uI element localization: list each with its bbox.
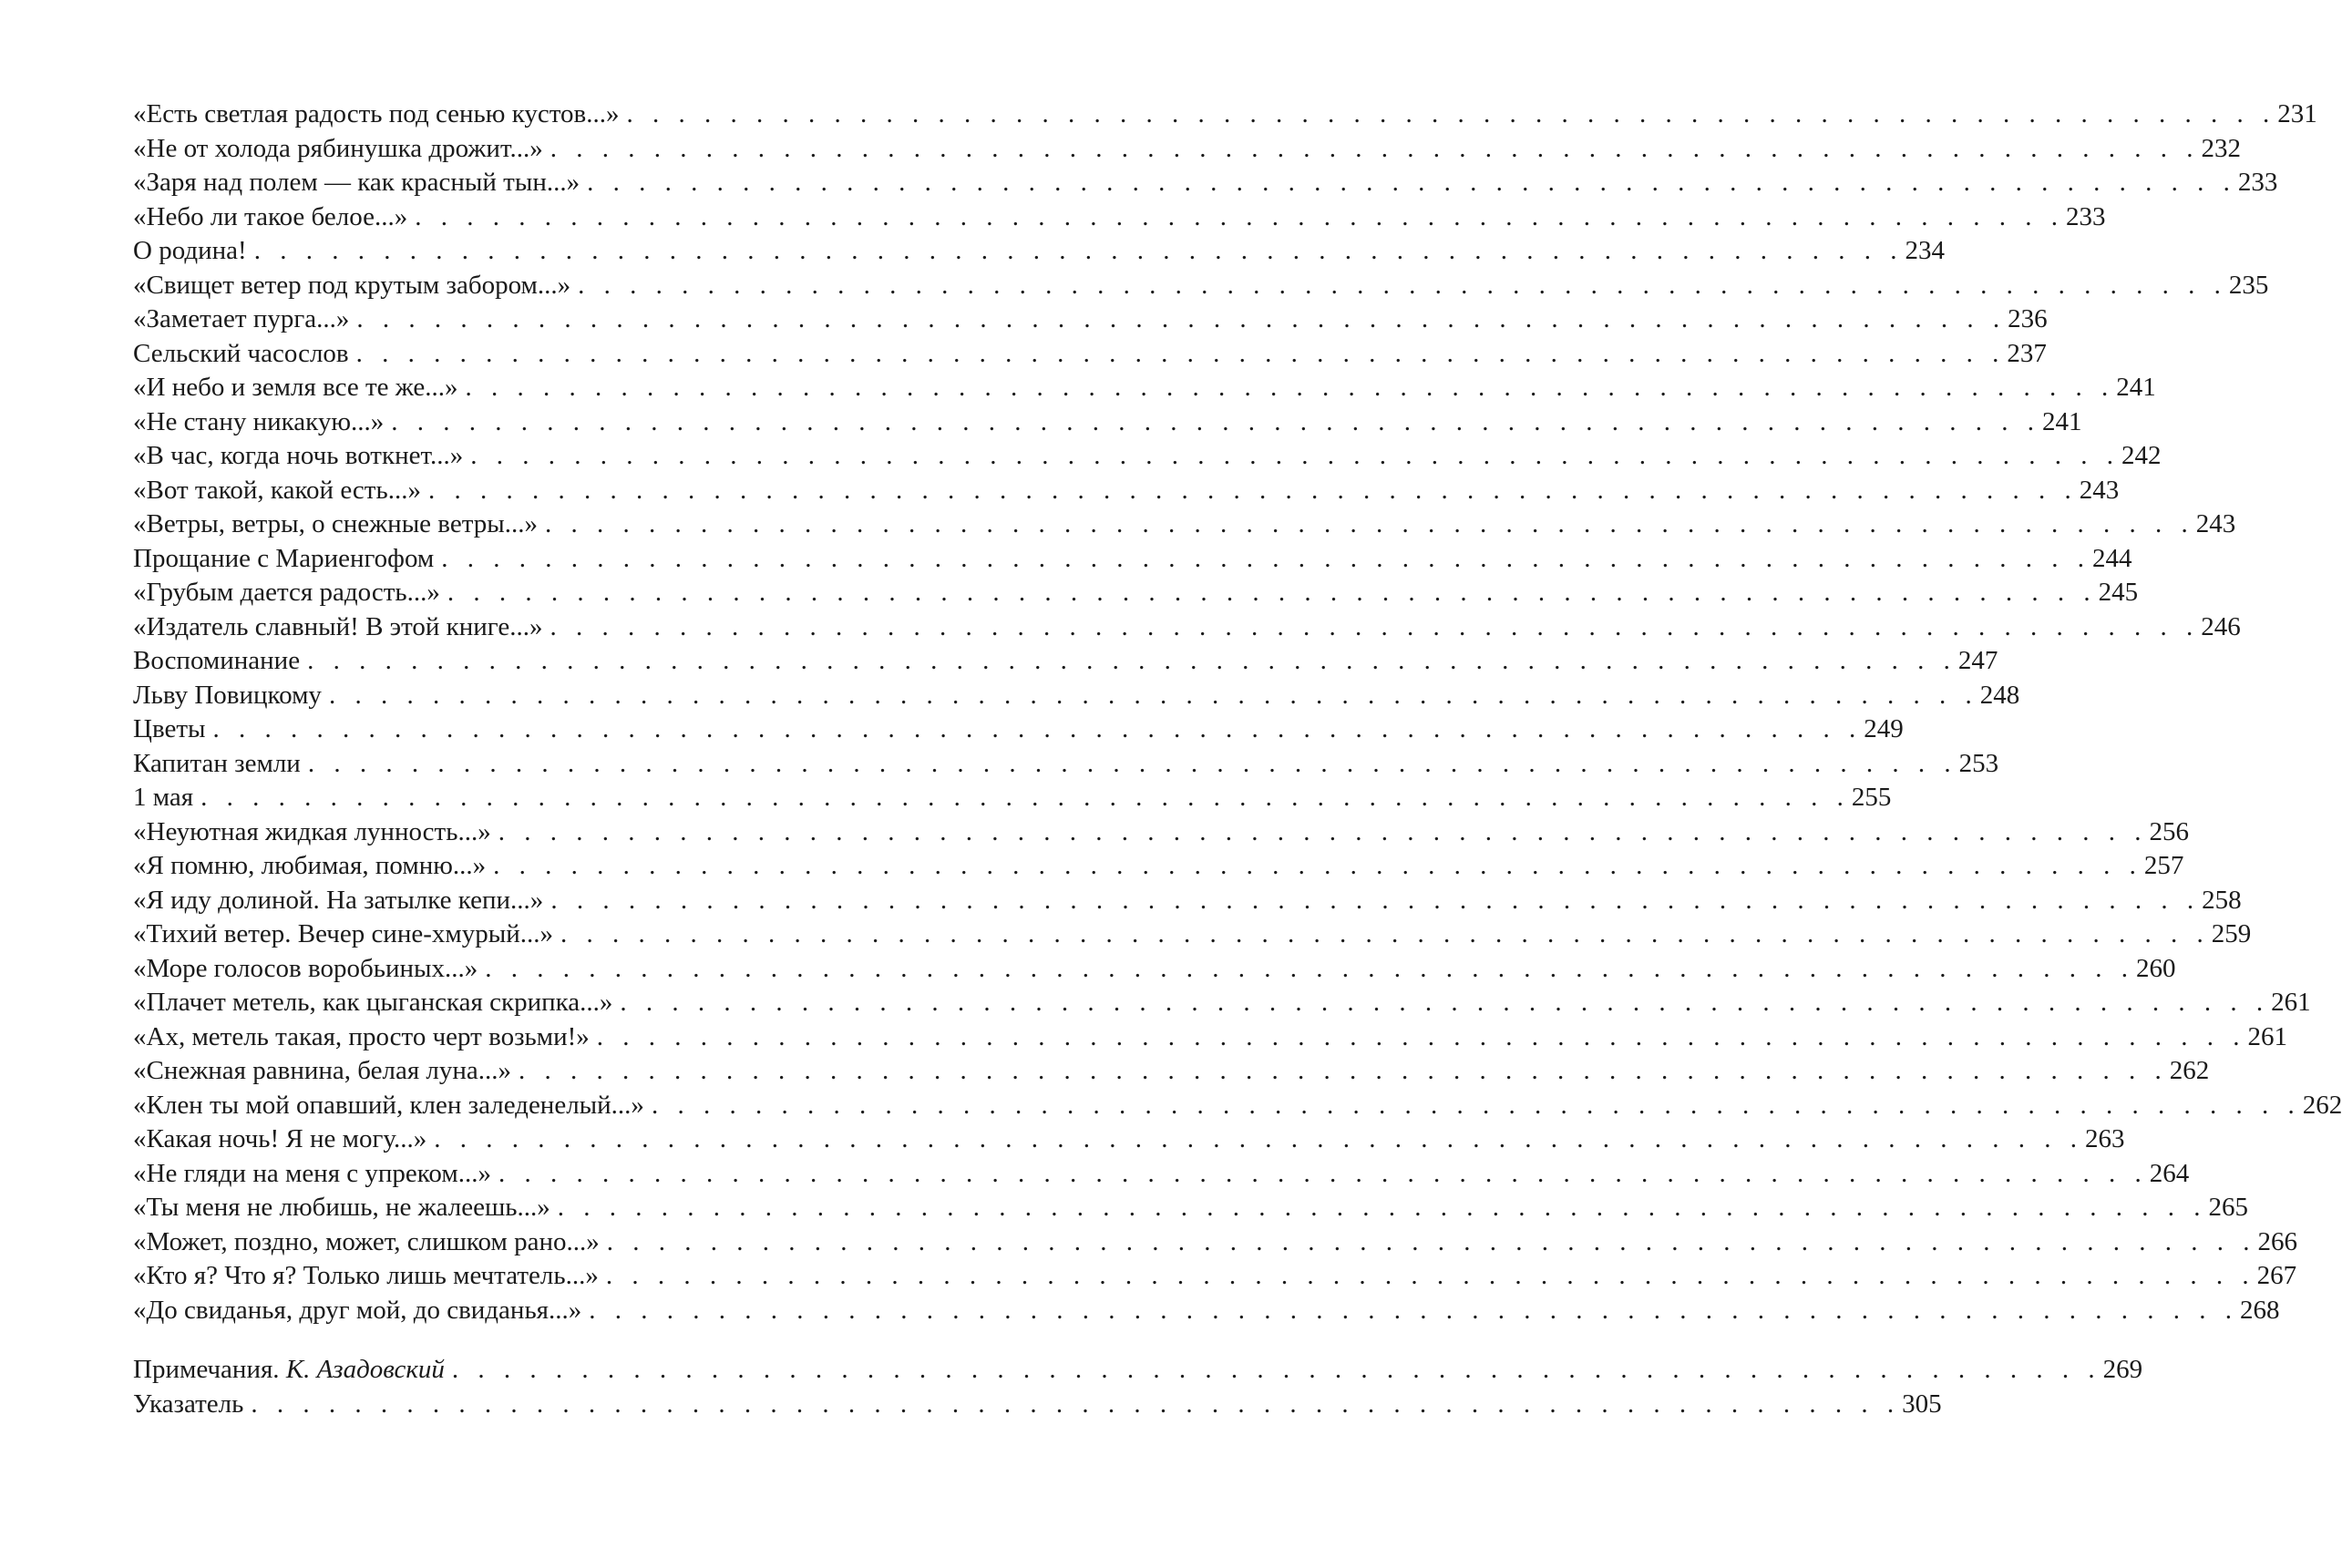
toc-entry-title-text: Воспоминание xyxy=(133,646,301,675)
dot-leader: . . . . . . . . . . . . . . . . . . . . . . . . . . . . . . . . . . . . . . . . . . . . . . . . . . . . . . . . . . . . . . . . xyxy=(356,304,2007,333)
dot-leader: . . . . . . . . . . . . . . . . . . . . . . . . . . . . . . . . . . . . . . . . . . . . . . . . . . . . . . . . . . . . . . . . xyxy=(415,201,2064,231)
dot-leader: . . . . . . . . . . . . . . . . . . . . . . . . . . . . . . . . . . . . . . . . . . . . . . . . . . . . . . . . . . . . . . . . xyxy=(441,543,2091,573)
toc-entry-title xyxy=(133,542,441,577)
toc-entry-page-number: 237 xyxy=(2007,338,2047,368)
toc-entry-title xyxy=(133,576,447,610)
toc-entry-title xyxy=(133,1388,251,1422)
dot-leader: . . . . . . . . . . . . . . . . . . . . . . . . . . . . . . . . . . . . . . . . . . . . . . . . . . . . . . . . . . . . . . . . xyxy=(605,1261,2255,1290)
dot-leader: . . . . . . . . . . . . . . . . . . . . . . . . . . . . . . . . . . . . . . . . . . . . . . . . . . . . . . . . . . . . . . . . xyxy=(651,1090,2301,1120)
toc-entry-title xyxy=(133,269,578,303)
dot-leader: . . . . . . . . . . . . . . . . . . . . . . . . . . . . . . . . . . . . . . . . . . . . . . . . . . . . . . . . . . . . . . . . xyxy=(544,509,2194,538)
toc-entry-page-number: 269 xyxy=(2102,1355,2143,1384)
toc-entry-page-number: 261 xyxy=(2271,988,2311,1017)
dot-leader: . . . . . . . . . . . . . . . . . . . . . . . . . . . . . . . . . . . . . . . . . . . . . . . . . . . . . . . . . . . . . . . . xyxy=(391,406,2041,436)
toc-entry-title-text: «Не от холода рябинушка дрожит...» xyxy=(133,133,543,163)
toc-entry-page-number: 236 xyxy=(2008,304,2048,333)
toc-entry-page-number: 248 xyxy=(1979,680,2020,710)
toc-entry-title xyxy=(133,1157,498,1192)
dot-leader: . . . . . . . . . . . . . . . . . . . . . . . . . . . . . . . . . . . . . . . . . . . . . . . . . . . . . . . . . . . . . . . . xyxy=(596,1021,2246,1051)
toc-entry-page-number: 249 xyxy=(1864,714,1904,743)
toc-entry-title xyxy=(133,884,550,918)
toc-entry-title-text: «Тихий ветер. Вечер сине-хмурый...» xyxy=(133,919,553,948)
toc-entry xyxy=(133,849,2184,884)
toc-entry xyxy=(133,952,2176,987)
toc-entry-title-text: 1 мая xyxy=(133,783,194,812)
toc-entry-page-number: 242 xyxy=(2121,441,2162,470)
toc-entry-title-text: Цветы xyxy=(133,714,206,743)
toc-entry-author: К. Азадовский xyxy=(285,1355,445,1384)
toc-entry xyxy=(133,679,2020,713)
toc-entry xyxy=(133,644,1998,679)
toc-entry-title xyxy=(133,166,587,200)
toc-entry-page-number: 232 xyxy=(2201,133,2241,163)
toc-entry-title xyxy=(133,781,200,815)
toc-entry-page-number: 259 xyxy=(2211,919,2252,948)
toc-entry-title-text: «Не гляди на меня с упреком...» xyxy=(133,1158,491,1188)
toc-entry-title xyxy=(133,1020,597,1055)
toc-entry-title xyxy=(133,986,620,1020)
dot-leader: . . . . . . . . . . . . . . . . . . . . . . . . . . . . . . . . . . . . . . . . . . . . . . . . . . . . . . . . . . . . . . . . xyxy=(307,748,1957,778)
toc-entry-title-text: «Может, поздно, может, слишком рано...» xyxy=(133,1226,600,1256)
dot-leader: . . . . . . . . . . . . . . . . . . . . . . . . . . . . . . . . . . . . . . . . . . . . . . . . . . . . . . . . . . . . . . . . xyxy=(498,816,2148,846)
toc-entry-page-number: 264 xyxy=(2149,1158,2190,1188)
toc-entry xyxy=(133,371,2156,405)
toc-entry-title xyxy=(133,610,550,645)
dot-leader: . . . . . . . . . . . . . . . . . . . . . . . . . . . . . . . . . . . . . . . . . . . . . . . . . . . . . . . . . . . . . . . . xyxy=(587,168,2236,197)
toc-entry xyxy=(133,269,2269,303)
dot-leader: . . . . . . . . . . . . . . . . . . . . . . . . . . . . . . . . . . . . . . . . . . . . . . . . . . . . . . . . . . . . . . . . xyxy=(493,851,2142,880)
toc-entry-title-text: Сельский часослов xyxy=(133,338,349,368)
toc-entry xyxy=(133,1259,2297,1294)
toc-entry xyxy=(133,1157,2190,1192)
toc-entry-title-text: «Плачет метель, как цыганская скрипка...» xyxy=(133,988,613,1017)
toc-entry-title xyxy=(133,439,470,474)
toc-entry-title-text: «В час, когда ночь воткнет...» xyxy=(133,441,464,470)
toc-entry-title xyxy=(133,474,428,508)
toc-entry-page-number: 266 xyxy=(2257,1226,2297,1256)
toc-entry xyxy=(133,1388,1942,1422)
toc-entry xyxy=(133,439,2162,474)
dot-leader: . . . . . . . . . . . . . . . . . . . . . . . . . . . . . . . . . . . . . . . . . . . . . . . . . . . . . . . . . . . . . . . . xyxy=(328,680,1978,710)
toc-entry-title xyxy=(133,507,545,542)
toc-entry-page-number: 234 xyxy=(1905,236,1945,265)
toc-entry xyxy=(133,474,2120,508)
toc-entry-page-number: 243 xyxy=(2079,475,2120,505)
toc-entry-page-number: 267 xyxy=(2256,1261,2297,1290)
dot-leader: . . . . . . . . . . . . . . . . . . . . . . . . . . . . . . . . . . . . . . . . . . . . . . . . . . . . . . . . . . . . . . . . xyxy=(200,783,1850,812)
dot-leader: . . . . . . . . . . . . . . . . . . . . . . . . . . . . . . . . . . . . . . . . . . . . . . . . . . . . . . . . . . . . . . . . xyxy=(212,714,1863,743)
toc-entry-page-number: 231 xyxy=(2277,99,2317,128)
toc-entry-title-text: Капитан земли xyxy=(133,748,301,778)
toc-entry-page-number: 255 xyxy=(1851,783,1892,812)
back-matter-contents xyxy=(133,1353,2143,1421)
toc-entry-title-text: «Ветры, ветры, о снежные ветры...» xyxy=(133,509,538,538)
dot-leader: . . . . . . . . . . . . . . . . . . . . . . . . . . . . . . . . . . . . . . . . . . . . . . . . . . . . . . . . . . . . . . . . xyxy=(355,338,2006,368)
toc-entry-title xyxy=(133,679,329,713)
toc-entry xyxy=(133,1225,2297,1260)
toc-entry-title-text: Прощание с Мариенгофом xyxy=(133,543,435,573)
toc-entry-page-number: 247 xyxy=(1957,646,1998,675)
toc-entry-title xyxy=(133,1054,519,1089)
dot-leader: . . . . . . . . . . . . . . . . . . . . . . . . . . . . . . . . . . . . . . . . . . . . . . . . . . . . . . . . . . . . . . . . xyxy=(589,1295,2239,1325)
toc-entry-title-text: «Я помню, любимая, помню...» xyxy=(133,851,487,880)
dot-leader: . . . . . . . . . . . . . . . . . . . . . . . . . . . . . . . . . . . . . . . . . . . . . . . . . . . . . . . . . . . . . . . . xyxy=(253,236,1904,265)
toc-entry xyxy=(133,917,2252,952)
toc-entry xyxy=(133,747,1999,782)
toc-entry-title-text: «Море голосов воробьиных...» xyxy=(133,953,478,983)
toc-entry-page-number: 241 xyxy=(2042,406,2082,436)
toc-entry-title-text: «Я иду долиной. На затылке кепи...» xyxy=(133,885,544,915)
dot-leader: . . . . . . . . . . . . . . . . . . . . . . . . . . . . . . . . . . . . . . . . . . . . . . . . . . . . . . . . . . . . . . . . xyxy=(620,988,2270,1017)
toc-entry xyxy=(133,302,2048,337)
toc-entry-title xyxy=(133,952,485,987)
toc-entry-title xyxy=(133,849,493,884)
toc-entry-title xyxy=(133,132,550,167)
toc-entry-title xyxy=(133,1259,606,1294)
toc-entry-page-number: 233 xyxy=(2237,168,2278,197)
toc-entry-page-number: 262 xyxy=(2302,1090,2342,1120)
toc-entry xyxy=(133,1353,2143,1388)
toc-entry-page-number: 268 xyxy=(2240,1295,2280,1325)
toc-entry-page-number: 241 xyxy=(2116,373,2156,402)
toc-entry-title-text: «И небо и земля все те же...» xyxy=(133,373,458,402)
toc-entry xyxy=(133,234,1945,269)
toc-entry xyxy=(133,337,2047,372)
toc-entry xyxy=(133,507,2236,542)
toc-entry-title-text: «Вот такой, какой есть...» xyxy=(133,475,421,505)
toc-entry-title xyxy=(133,97,626,132)
toc-entry xyxy=(133,542,2132,577)
dot-leader: . . . . . . . . . . . . . . . . . . . . . . . . . . . . . . . . . . . . . . . . . . . . . . . . . . . . . . . . . . . . . . . . xyxy=(550,611,2200,641)
toc-entry xyxy=(133,610,2241,645)
toc-entry xyxy=(133,405,2082,440)
dot-leader: . . . . . . . . . . . . . . . . . . . . . . . . . . . . . . . . . . . . . . . . . . . . . . . . . . . . . . . . . . . . . . . . xyxy=(498,1158,2148,1188)
toc-entry-page-number: 305 xyxy=(1902,1389,1942,1419)
toc-entry xyxy=(133,97,2317,132)
toc-entry xyxy=(133,1054,2210,1089)
toc-entry xyxy=(133,1089,2342,1123)
toc-entry-title xyxy=(133,371,466,405)
toc-entry-page-number: 263 xyxy=(2085,1124,2125,1153)
toc-entry-title-text: Льву Повицкому xyxy=(133,680,322,710)
dot-leader: . . . . . . . . . . . . . . . . . . . . . . . . . . . . . . . . . . . . . . . . . . . . . . . . . . . . . . . . . . . . . . . . xyxy=(550,885,2201,915)
toc-entry xyxy=(133,884,2242,918)
toc-entry xyxy=(133,132,2241,167)
toc-entry xyxy=(133,815,2189,850)
toc-entry xyxy=(133,576,2139,610)
toc-entry-title-text: «До свиданья, друг мой, до свиданья...» xyxy=(133,1295,582,1325)
toc-entry-page-number: 253 xyxy=(1958,748,1999,778)
toc-entry-title xyxy=(133,337,356,372)
toc-entry-page-number: 235 xyxy=(2228,270,2269,300)
dot-leader: . . . . . . . . . . . . . . . . . . . . . . . . . . . . . . . . . . . . . . . . . . . . . . . . . . . . . . . . . . . . . . . . xyxy=(451,1355,2101,1384)
toc-entry-title xyxy=(133,1191,558,1225)
toc-entry-page-number: 265 xyxy=(2208,1193,2249,1222)
toc-entry-page-number: 233 xyxy=(2066,201,2106,231)
dot-leader: . . . . . . . . . . . . . . . . . . . . . . . . . . . . . . . . . . . . . . . . . . . . . . . . . . . . . . . . . . . . . . . . xyxy=(485,953,2134,983)
toc-entry-title-text: «Грубым дается радость...» xyxy=(133,578,440,607)
toc-entry-title-text: «Не стану никакую...» xyxy=(133,406,385,436)
dot-leader: . . . . . . . . . . . . . . . . . . . . . . . . . . . . . . . . . . . . . . . . . . . . . . . . . . . . . . . . . . . . . . . . xyxy=(606,1226,2256,1256)
toc-entry-title xyxy=(133,405,391,440)
toc-entry-title xyxy=(133,1225,607,1260)
dot-leader: . . . . . . . . . . . . . . . . . . . . . . . . . . . . . . . . . . . . . . . . . . . . . . . . . . . . . . . . . . . . . . . . xyxy=(434,1124,2084,1153)
toc-entry-title xyxy=(133,747,308,782)
toc-entry-title-text: «Клен ты мой опавший, клен заледенелый...» xyxy=(133,1090,644,1120)
toc-entry xyxy=(133,781,1892,815)
toc-entry-page-number: 246 xyxy=(2201,611,2241,641)
toc-entry xyxy=(133,1020,2288,1055)
toc-entry-title xyxy=(133,1122,434,1157)
toc-entry-title xyxy=(133,234,254,269)
dot-leader: . . . . . . . . . . . . . . . . . . . . . . . . . . . . . . . . . . . . . . . . . . . . . . . . . . . . . . . . . . . . . . . . xyxy=(307,646,1957,675)
toc-entry-page-number: 245 xyxy=(2098,578,2139,607)
dot-leader: . . . . . . . . . . . . . . . . . . . . . . . . . . . . . . . . . . . . . . . . . . . . . . . . . . . . . . . . . . . . . . . . xyxy=(557,1193,2207,1222)
toc-entry xyxy=(133,1122,2125,1157)
dot-leader: . . . . . . . . . . . . . . . . . . . . . . . . . . . . . . . . . . . . . . . . . . . . . . . . . . . . . . . . . . . . . . . . xyxy=(626,99,2276,128)
dot-leader: . . . . . . . . . . . . . . . . . . . . . . . . . . . . . . . . . . . . . . . . . . . . . . . . . . . . . . . . . . . . . . . . xyxy=(465,373,2115,402)
toc-entry xyxy=(133,166,2278,200)
toc-entry-title-text: «Неуютная жидкая лунность...» xyxy=(133,816,491,846)
toc-entry-title xyxy=(133,815,498,850)
toc-entry-title-text: «Ты меня не любишь, не жалеешь...» xyxy=(133,1193,550,1222)
toc-entry xyxy=(133,712,1904,747)
toc-entry xyxy=(133,986,2311,1020)
toc-entry-title xyxy=(133,644,307,679)
toc-entry-title-text: «Заметает пурга...» xyxy=(133,304,350,333)
toc-entry xyxy=(133,1294,2280,1328)
dot-leader: . . . . . . . . . . . . . . . . . . . . . . . . . . . . . . . . . . . . . . . . . . . . . . . . . . . . . . . . . . . . . . . . xyxy=(560,919,2210,948)
toc-entry-title-text: «Свищет ветер под крутым забором...» xyxy=(133,270,571,300)
toc-entry-title xyxy=(133,200,415,235)
toc-entry-title-text: «Ах, метель такая, просто черт возьми!» xyxy=(133,1021,590,1051)
dot-leader: . . . . . . . . . . . . . . . . . . . . . . . . . . . . . . . . . . . . . . . . . . . . . . . . . . . . . . . . . . . . . . . . xyxy=(519,1056,2168,1085)
toc-entry-page-number: 261 xyxy=(2247,1021,2288,1051)
toc-entry-title xyxy=(133,1089,652,1123)
dot-leader: . . . . . . . . . . . . . . . . . . . . . . . . . . . . . . . . . . . . . . . . . . . . . . . . . . . . . . . . . . . . . . . . xyxy=(251,1389,1901,1419)
toc-entry-title xyxy=(133,1294,589,1328)
dot-leader: . . . . . . . . . . . . . . . . . . . . . . . . . . . . . . . . . . . . . . . . . . . . . . . . . . . . . . . . . . . . . . . . xyxy=(578,270,2227,300)
toc-entry-title xyxy=(133,302,356,337)
dot-leader: . . . . . . . . . . . . . . . . . . . . . . . . . . . . . . . . . . . . . . . . . . . . . . . . . . . . . . . . . . . . . . . . xyxy=(470,441,2120,470)
toc-entry-page-number: 257 xyxy=(2143,851,2184,880)
toc-entry-title-text: «Небо ли такое белое...» xyxy=(133,201,408,231)
toc-entry-page-number: 256 xyxy=(2149,816,2189,846)
toc-entry-title-text: «Какая ночь! Я не могу...» xyxy=(133,1124,427,1153)
toc-entry-page-number: 244 xyxy=(2092,543,2132,573)
dot-leader: . . . . . . . . . . . . . . . . . . . . . . . . . . . . . . . . . . . . . . . . . . . . . . . . . . . . . . . . . . . . . . . . xyxy=(447,578,2097,607)
toc-entry xyxy=(133,200,2106,235)
toc-entry-title xyxy=(133,1353,452,1388)
toc-entry-title-text: «Заря над полем — как красный тын...» xyxy=(133,168,580,197)
toc-entry-title-text: Примечания. xyxy=(133,1355,280,1384)
toc-entry-page-number: 243 xyxy=(2195,509,2236,538)
toc-entry-page-number: 258 xyxy=(2202,885,2242,915)
toc-entry-title-text: Указатель xyxy=(133,1389,244,1419)
toc-entry-page-number: 260 xyxy=(2135,953,2176,983)
toc-entry-title-text: «Издатель славный! В этой книге...» xyxy=(133,611,543,641)
toc-entry-page-number: 262 xyxy=(2169,1056,2210,1085)
dot-leader: . . . . . . . . . . . . . . . . . . . . . . . . . . . . . . . . . . . . . . . . . . . . . . . . . . . . . . . . . . . . . . . . xyxy=(427,475,2078,505)
toc-entry-title xyxy=(133,712,213,747)
toc-entry xyxy=(133,1191,2249,1225)
toc-entry-title-text: «Есть светлая радость под сенью кустов...» xyxy=(133,99,620,128)
table-of-contents xyxy=(133,97,2342,1327)
toc-entry-title-text: «Кто я? Что я? Только лишь мечтатель...» xyxy=(133,1261,599,1290)
toc-entry-title xyxy=(133,917,560,952)
toc-entry-title-text: О родина! xyxy=(133,236,247,265)
dot-leader: . . . . . . . . . . . . . . . . . . . . . . . . . . . . . . . . . . . . . . . . . . . . . . . . . . . . . . . . . . . . . . . . xyxy=(550,133,2200,163)
toc-entry-title-text: «Снежная равнина, белая луна...» xyxy=(133,1056,512,1085)
